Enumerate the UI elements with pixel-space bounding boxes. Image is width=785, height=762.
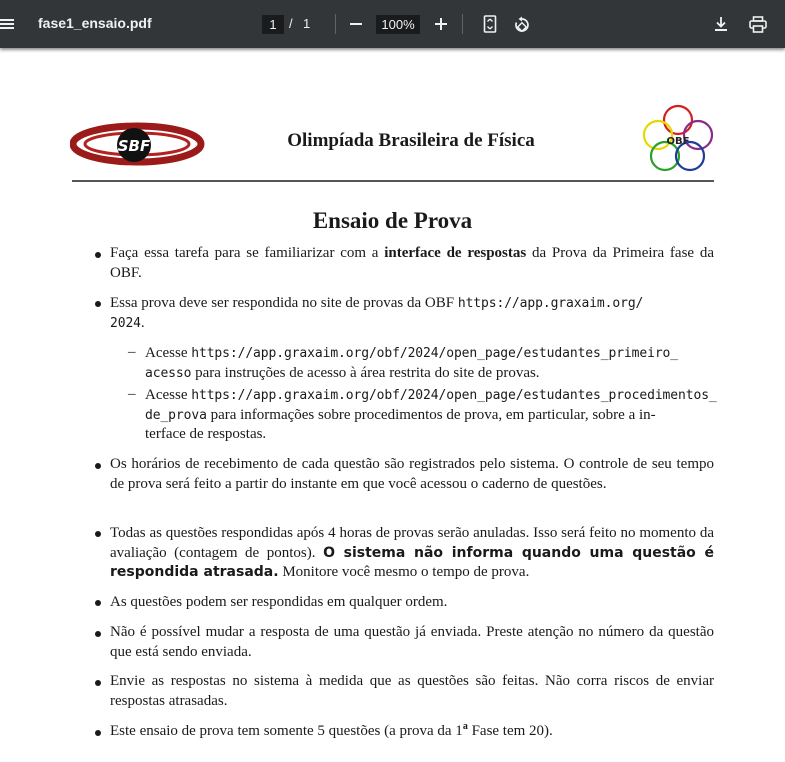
download-icon[interactable]: [711, 14, 731, 34]
pdf-toolbar: [0, 0, 785, 48]
bullet-dot: [95, 301, 101, 307]
bullet-dot: [95, 631, 101, 637]
file-title: fase1_ensaio.pdf: [38, 15, 152, 31]
item-text: Acesse: [145, 387, 192, 403]
bullet-dot: [95, 531, 101, 537]
sub-item-procedures: [145, 386, 755, 445]
item-text: Monitore você mesmo o tempo de prova.: [278, 564, 530, 580]
page-separator: /: [289, 16, 293, 31]
access-link[interactable]: https://app.graxaim.org/obf/2024/open_page/estudantes_primeiro_: [191, 346, 679, 361]
fit-page-icon[interactable]: [480, 14, 500, 34]
list-item-timestamps: Os horários de recebimento de cada questão são registrados pelo sistema. O controle de seu tempo de prova será feito a partir do instante em que você acessou o caderno de questões.: [110, 456, 714, 492]
site-link[interactable]: https://app.graxaim.org/: [457, 296, 644, 311]
list-item-site: [110, 294, 714, 333]
toolbar-divider: [335, 14, 336, 34]
item-text: terface de respostas.: [145, 426, 267, 442]
access-link-continuation[interactable]: acesso: [145, 365, 192, 381]
pdf-page: [0, 54, 785, 762]
item-bold-text: O sistema não informa quando uma questão é respondida atrasada.: [110, 544, 714, 580]
bullet-dot: [95, 600, 101, 606]
obf-logo-text: OBF: [666, 136, 690, 147]
header-rule: [72, 180, 714, 182]
sub-dash: –: [128, 344, 136, 360]
bullet-dot: [95, 680, 101, 686]
sbf-logo-text: SBF: [117, 137, 151, 155]
print-icon[interactable]: [747, 13, 769, 35]
obf-logo: [638, 102, 718, 183]
toolbar-divider: [462, 14, 463, 34]
item-text: .: [140, 314, 145, 331]
document-title: Ensaio de Prova: [312, 208, 473, 233]
item-text: Faça essa tarefa para se familiarizar com a: [110, 245, 385, 261]
item-text: para informações sobre procedimentos de prova, em particular, sobre a in-: [206, 406, 656, 423]
item-text: Acesse: [145, 345, 192, 361]
zoom-level-input[interactable]: 100%: [376, 15, 420, 34]
menu-icon[interactable]: [0, 12, 16, 36]
bullet-dot: [95, 730, 101, 736]
item-text: da Prova da Primeira fase da OBF.: [110, 245, 714, 281]
procedures-link-continuation[interactable]: de_prova: [145, 407, 207, 423]
sub-item-access: [145, 344, 715, 383]
list-item-question-count: [110, 722, 714, 742]
zoom-in-icon[interactable]: [431, 14, 451, 34]
page-number-input[interactable]: 1: [262, 15, 284, 34]
item-text: Todas as questões respondidas após 4 horas de provas serão anuladas. Isso será feito no momento da avaliação (contagem de pontos).: [110, 525, 714, 561]
ordinal-superscript: a: [462, 721, 468, 732]
item-text: para instruções de acesso à área restrita do site de provas.: [191, 364, 540, 381]
list-item-send-early: Envie as respostas no sistema à medida que as questões são feitas. Não corra riscos de enviar respostas atrasadas.: [110, 673, 714, 709]
bullet-dot: [95, 463, 101, 469]
rotate-icon[interactable]: [511, 14, 533, 36]
item-text: Essa prova deve ser respondida no site de provas da OBF: [110, 295, 458, 311]
site-link-continuation[interactable]: 2024: [110, 315, 141, 331]
list-item-no-change: Não é possível mudar a resposta de uma questão já enviada. Preste atenção no número da questão que está sendo enviada.: [110, 624, 714, 660]
list-item-order: As questões podem ser respondidas em qualquer ordem.: [110, 594, 448, 610]
list-item-late-answers: [110, 524, 714, 583]
item-text: Fase tem 20).: [467, 723, 553, 739]
list-item-interface: [110, 244, 714, 283]
procedures-link[interactable]: https://app.graxaim.org/obf/2024/open_page/estudantes_procedimentos_: [191, 388, 717, 403]
item-text: Este ensaio de prova tem somente 5 questões (a prova da 1: [110, 723, 463, 739]
page-total: 1: [303, 16, 311, 31]
sub-dash: –: [128, 386, 136, 402]
organization-name: Olimpíada Brasileira de Física: [287, 130, 535, 151]
zoom-out-icon[interactable]: [346, 14, 366, 34]
item-bold-text: interface de respostas: [384, 245, 527, 261]
bullet-dot: [95, 252, 101, 258]
